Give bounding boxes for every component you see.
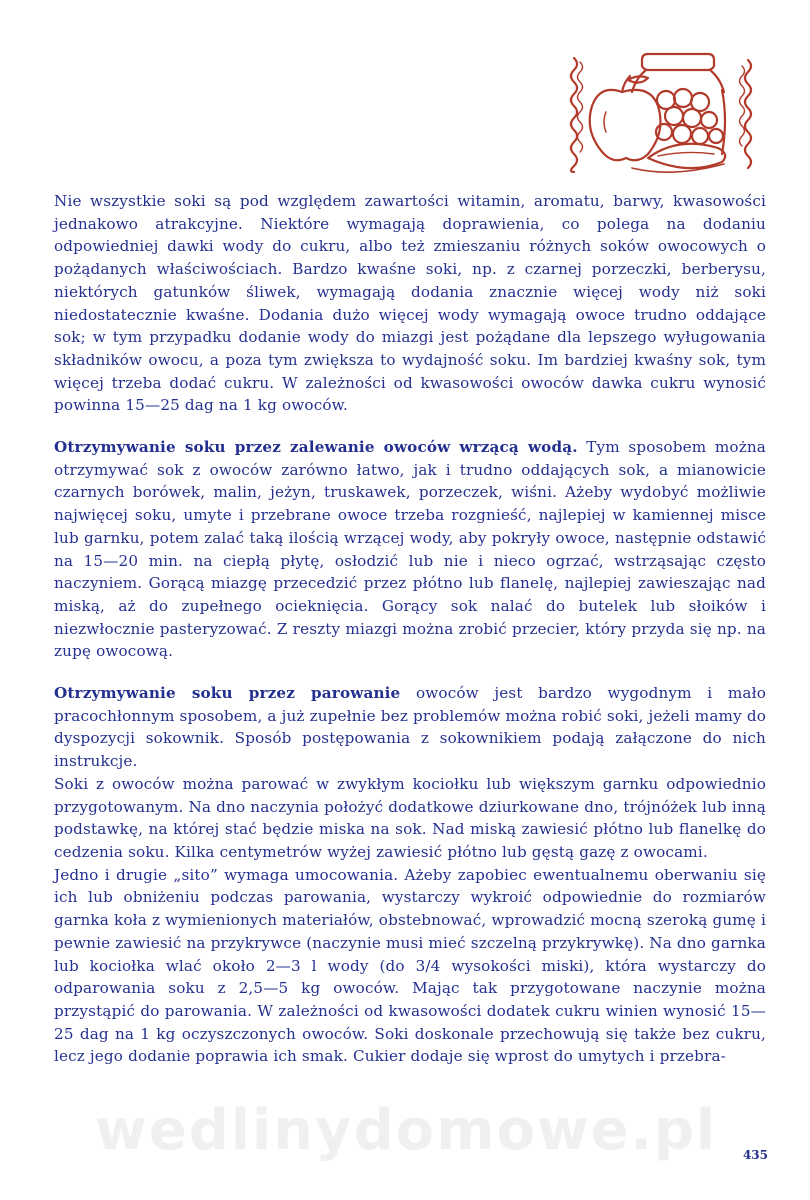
paragraph-text: Tym sposobem można otrzymywać sok z owoców zarówno łatwo, jak i trudno oddających sok, a mianowicie czarnych borówek, malin, jeżyn, truskawek, porzeczek, wiśni. Ażeby wydobyć możliwie najwięcej soku, umyte i przebrane owoce trzeba rozgnieść, najlepiej w kamiennej misce lub garnku, potem zalać taką ilością wrzącej wody, aby pokryły owoce, następnie odstawić na 15—20 min. na ciepłą płytę, osłodzić lub nie i nieco ogrzać, wstrząsając często naczyniem. Gorącą miazgę przecedzić przez płótno lub flanelę, najlepiej zawieszając nad miską, aż do zupełnego ocieknięcia. Gorący sok nalać do butelek lub słoików i niezwłocznie pasteryzować. Z reszty miazgi można zrobić przecier, który przyda się np. na zupę owocową. bbox=[54, 438, 766, 661]
section-heading: Otrzymywanie soku przez zalewanie owoców wrzącą wodą. bbox=[54, 438, 578, 457]
paragraph-sieve-mounting bbox=[54, 864, 766, 1068]
paragraph-text: owoców jest bardzo wygodnym i mało pracochłonnym sposobem, a już zupełnie bez problemów można robić soki, jeżeli mamy do dyspozycji sokownik. Sposób postępowania z sokownikiem podają załączone do nich instrukcje. bbox=[54, 684, 766, 771]
jar-apple-grapes-icon bbox=[562, 40, 762, 190]
paragraph-pot-preparation bbox=[54, 773, 766, 864]
paragraph-steaming-method bbox=[54, 682, 766, 773]
paragraph-text: Soki z owoców można parować w zwykłym kociołku lub większym garnku odpowiednio przygotowanym. Na dno naczynia położyć dodatkowe dziurkowane dno, trójnóżek lub inną podstawkę, na której stać będzie miska na sok. Nad miską zawiesić płótno lub flanelkę do cedzenia soku. Kilka centymetrów wyżej zawiesić płótno lub gęstą gazę z owocami. bbox=[54, 774, 766, 861]
article-body bbox=[54, 190, 766, 1068]
section-heading: Otrzymywanie soku przez parowanie bbox=[54, 684, 401, 703]
watermark: wedlinydomowe.pl bbox=[95, 1098, 718, 1163]
page-number: 435 bbox=[742, 1148, 768, 1162]
paragraph-boiling-water-method bbox=[54, 436, 766, 663]
paragraph-text: Nie wszystkie soki są pod względem zawartości witamin, aromatu, barwy, kwasowości jednakowo atrakcyjne. Niektóre wymagają doprawienia, co polega na dodaniu odpowiedniej dawki wody do cukru, albo też zmieszaniu różnych soków owocowych o pożądanych właściwościach. Bardzo kwaśne soki, np. z czarnej porzeczki, berberysu, niektórych gatunków śliwek, wymagają dodania znacznie więcej wody niż soki niedostatecznie kwaśne. Dodania dużo więcej wody wymagają owoce trudno oddające sok; w tym przypadku dodanie wody do miazgi jest pożądane dla lepszego wyługowania składników owocu, a poza tym zwiększa to wydajność soku. Im bardziej kwaśny sok, tym więcej trzeba dodać cukru. W zależności od kwasowości owoców dawka cukru wynosić powinna 15—25 dag na 1 kg owoców. bbox=[54, 192, 766, 415]
paragraph-intro bbox=[54, 190, 766, 417]
paragraph-text: Jedno i drugie „sito” wymaga umocowania. Ażeby zapobiec ewentualnemu oberwaniu się ich lub obniżeniu podczas parowania, wystarczy wykroić odpowiednie do rozmiarów garnka koła z wymienionych materiałów, obstebnować, wprowadzić mocną szeroką gumę i pewnie zawiesić na przykrywce (naczynie musi mieć szczelną przykrywkę). Na dno garnka lub kociołka wlać około 2—3 l wody (do 3/4 wysokości miski), która wystarczy do odparowania soku z 2,5—5 kg owoców. Mając tak przygotowane naczynie można przystąpić do parowania. W zależności od kwasowości dodatek cukru winien wynosić 15—25 dag na 1 kg oczyszczonych owoców. Soki doskonale przechowują się także bez cukru, lecz jego dodanie poprawia ich smak. Cukier dodaje się wprost do umytych i przebra- bbox=[54, 865, 766, 1066]
